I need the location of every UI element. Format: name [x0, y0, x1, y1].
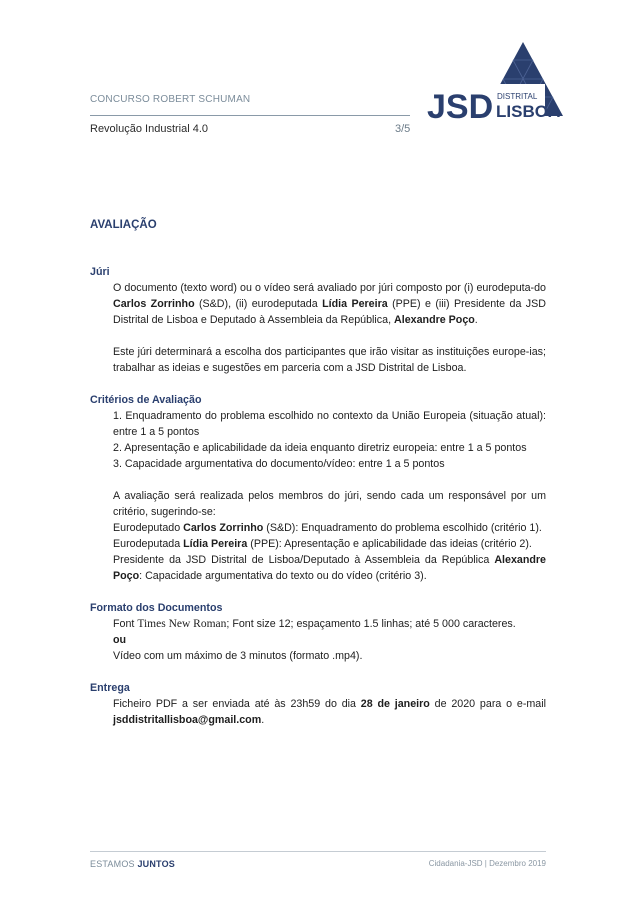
- entrega-paragraph: Ficheiro PDF a ser enviada até às 23h59 do dia 28 de janeiro de 2020 para o e-mail jsddistritallisboa@gmail.com.: [113, 698, 546, 726]
- criterio-item-3: 3. Capacidade argumentativa do documento/vídeo: entre 1 a 5 pontos: [113, 458, 445, 470]
- section-title: AVALIAÇÃO: [90, 219, 157, 231]
- criterio-item-2: 2. Apresentação e aplicabilidade da ideia enquanto diretriz europeia: entre 1 a 5 pontos: [113, 442, 527, 454]
- criterio-assignment-1: Eurodeputado Carlos Zorrinho (S&D): Enquadramento do problema escolhido (critério 1).: [113, 522, 542, 534]
- header-org: CONCURSO ROBERT SCHUMAN: [90, 94, 251, 105]
- footer-slogan: ESTAMOS JUNTOS: [90, 859, 175, 869]
- juri-paragraph-2: Este júri determinará a escolha dos participantes que irão visitar as instituições europe-ias; trabalhar as ideias e sugestões em parceria com a JSD Distrital de Lisboa.: [113, 346, 546, 374]
- footer-divider: [90, 851, 546, 852]
- juri-heading: Júri: [90, 266, 110, 278]
- criterio-assignment-2: Eurodeputada Lídia Pereira (PPE): Apresentação e aplicabilidade das ideias (critério 2).: [113, 538, 532, 550]
- entrega-email: jsddistritallisboa@gmail.com: [113, 714, 262, 726]
- jsd-logo: [425, 38, 563, 123]
- page-number: 3/5: [395, 123, 411, 135]
- logo-lisboa: LISBOA: [496, 102, 561, 121]
- formato-heading: Formato dos Documentos: [90, 602, 223, 614]
- header-subtitle: Revolução Industrial 4.0: [90, 123, 209, 135]
- criterios-intro: A avaliação será realizada pelos membros do júri, sendo cada um responsável por um critério, sugerindo-se:: [113, 490, 546, 518]
- logo-distrital: DISTRITAL: [497, 92, 538, 101]
- evaluation-content: [90, 264, 546, 728]
- header-divider: [90, 115, 410, 116]
- formato-or: ou: [113, 634, 127, 646]
- criterios-heading: Critérios de Avaliação: [90, 394, 202, 406]
- footer-info: Cidadania-JSD | Dezembro 2019: [428, 859, 546, 868]
- juri-paragraph-1: O documento (texto word) ou o vídeo será avaliado por júri composto por (i) eurodeputa-do Carlos Zorrinho (S&D), (ii) eurodeputada Lídia Pereira (PPE) e (iii) Presidente da JSD Distrital de Lisboa e Deputado à Assembleia da República, Alexandre Poço.: [113, 282, 546, 326]
- formato-line-2: Vídeo com um máximo de 3 minutos (formato .mp4).: [113, 650, 363, 662]
- criterio-assignment-3: Presidente da JSD Distrital de Lisboa/Deputado à Assembleia da República Alexandre Poço: Capacidade argumentativa do texto ou do vídeo (critério 3).: [113, 554, 546, 582]
- entrega-heading: Entrega: [90, 682, 130, 694]
- criterio-item-1: 1. Enquadramento do problema escolhido no contexto da União Europeia (situação atual): entre 1 a 5 pontos: [113, 410, 546, 438]
- logo-jsd: JSD: [427, 88, 494, 123]
- formato-line-1: Font Times New Roman; Font size 12; espaçamento 1.5 linhas; até 5 000 caracteres.: [113, 618, 516, 630]
